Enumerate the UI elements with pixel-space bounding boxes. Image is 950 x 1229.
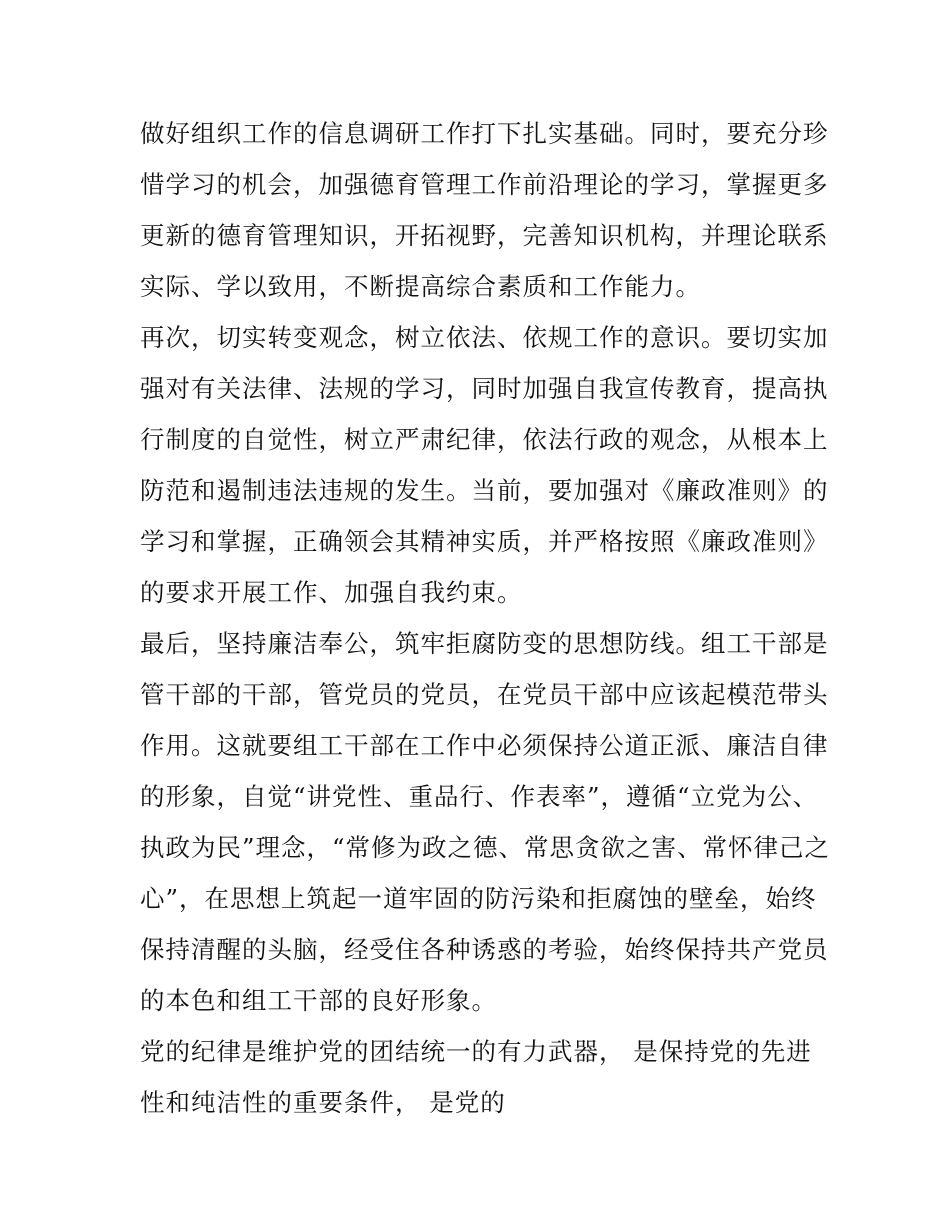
text-line: 惜学习的机会，加强德育管理工作前沿理论的学习，掌握更多	[140, 170, 829, 199]
text-line: 性和纯洁性的重要条件， 是党的	[140, 1088, 506, 1117]
text-line: 保持清醒的头脑，经受住各种诱惑的考验，始终保持共产党员	[140, 935, 829, 964]
text-line: 防范和遏制违法违规的发生。当前，要加强对《廉政准则》的	[140, 476, 829, 505]
text-line: 做好组织工作的信息调研工作打下扎实基础。同时，要充分珍	[140, 119, 829, 148]
text-line: 的形象，自觉“讲党性、重品行、作表率”，遵循“立党为公、	[140, 782, 819, 811]
text-line: 学习和掌握，正确领会其精神实质，并严格按照《廉政准则》	[140, 527, 829, 556]
text-line: 再次，切实转变观念，树立依法、依规工作的意识。要切实加	[140, 323, 829, 352]
text-line: 最后，坚持廉洁奉公，筑牢拒腐防变的思想防线。组工干部是	[140, 629, 829, 658]
text-line: 心”，在思想上筑起一道牢固的防污染和拒腐蚀的壁垒，始终	[140, 884, 817, 913]
text-line: 强对有关法律、法规的学习，同时加强自我宣传教育，提高执	[140, 374, 829, 403]
text-line: 作用。这就要组工干部在工作中必须保持公道正派、廉洁自律	[140, 731, 829, 760]
text-line: 执政为民”理念，“常修为政之德、常思贪欲之害、常怀律己之	[140, 833, 831, 862]
text-line: 的本色和组工干部的良好形象。	[140, 986, 497, 1015]
text-line: 实际、学以致用，不断提高综合素质和工作能力。	[140, 272, 701, 301]
document-body	[140, 108, 831, 1128]
text-line: 的要求开展工作、加强自我约束。	[140, 578, 523, 607]
text-line: 行制度的自觉性，树立严肃纪律，依法行政的观念，从根本上	[140, 425, 829, 454]
text-line: 更新的德育管理知识，开拓视野，完善知识机构，并理论联系	[140, 221, 829, 250]
text-line: 党的纪律是维护党的团结统一的有力武器， 是保持党的先进	[140, 1037, 812, 1066]
text-line: 管干部的干部，管党员的党员，在党员干部中应该起模范带头	[140, 680, 829, 709]
